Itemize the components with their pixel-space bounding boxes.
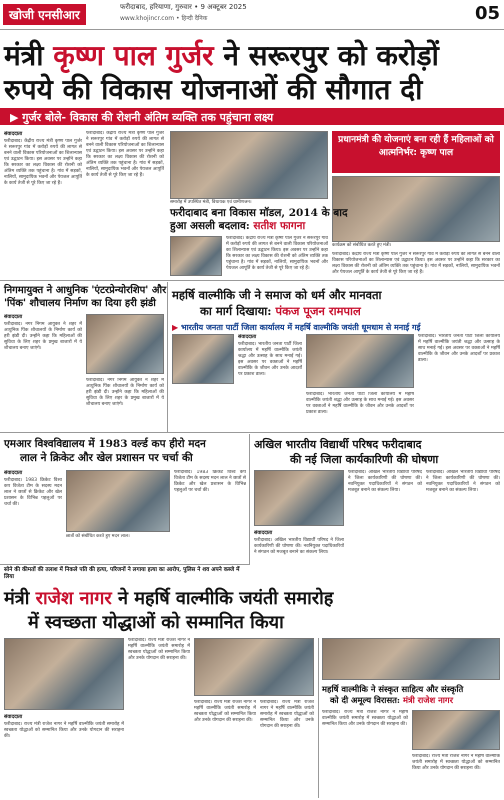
story7-photo-2: [194, 638, 314, 696]
story4-body-text: फरीदाबाद। 1983 क्रिकेट विश्व कप विजेता टीम के सदस्य मदन लाल ने छात्रों से क्रिकेट और खेल प्रशासन के विभिन्न पहलुओं पर चर्चा की।: [4, 478, 62, 507]
story5-body-text: फरीदाबाद। अखिल भारतीय विद्यार्थी परिषद ने जिला कार्यकारिणी की घोषणा की। नवनियुक्त पदाधिकारियों ने संगठन को मजबूत बनाने का संकल्प लिया।: [254, 538, 344, 555]
lead-side-red-box: प्रधानमंत्री की योजनाएं बना रही हैं महिलाओं को आत्मनिर्भर: कृष्ण पाल: [332, 131, 500, 173]
story7-body-col2: [128, 638, 190, 796]
lead-body-col3: [226, 236, 328, 276]
story3-body-col2: [306, 392, 414, 430]
lead-photo-stage: [170, 131, 328, 199]
story5-body-text-3: फरीदाबाद। अखिल भारतीय विद्यार्थी परिषद ने जिला कार्यकारिणी की घोषणा की। नवनियुक्त पदाधिकारियों ने संगठन को मजबूत बनाने का संकल्प लिया।: [426, 470, 500, 493]
story2-body-col1: [4, 314, 82, 430]
story7-headline-name: राजेश नागर: [35, 588, 112, 609]
lead-subhead-name: सतीश फागना: [253, 220, 306, 232]
lead-photo-women: [332, 176, 500, 242]
story7-side-head-a: महर्षि वाल्मीकि ने संस्कृत साहित्य और संस्कृति: [322, 684, 464, 694]
lead-headline-b: ने सरूरपुर को करोड़ों: [223, 39, 439, 72]
story2-body-text-2: फरीदाबाद। नगर निगम आयुक्त ने शहर में आधुनिक पिंक शौचालयों के निर्माण कार्य को हरी झंडी दी। उन्होंने कहा कि महिलाओं की सुविधा के लिए शहर के प्रमुख बाजारों में ये शौचालय बनाए जाएंगे।: [86, 378, 164, 407]
story2-headline-b: 'पिंक' शौचालय निर्माण का दिया हरी झंडी: [4, 298, 156, 309]
story5-headline-a: अखिल भारतीय विद्यार्थी परिषद फरीदाबाद: [254, 438, 422, 451]
story3-body-col3: [418, 334, 500, 430]
lead-body-text-2: फरीदाबाद। केंद्रीय राज्य मंत्री कृष्ण पाल गुर्जर ने सरूरपुर गांव में करोड़ों रुपये की लागत से बनने वाली विकास परियोजनाओं का शिलान्यास एवं उद्घाटन किया। इस अवसर पर उन्होंने कहा कि सरकार का लक्ष्य विकास की रोशनी को अंतिम व्यक्ति तक पहुंचाना है। गांव में सड़कों, नालियों, सामुदायिक भवनों और पेयजल आपूर्ति के कार्य तेजी से पूरे किए जा रहे हैं।: [86, 131, 164, 178]
masthead: खोजी एनसीआर: [3, 4, 86, 25]
story4-headline-a: एमआर विश्वविद्यालय में 1983 वर्ल्ड कप हीरो मदन: [4, 438, 206, 450]
story3-bullet-text: भारतीय जनता पार्टी जिला कार्यालय में महर्षि वाल्मीकि जयंती धूमधाम से मनाई गई: [180, 323, 421, 332]
lead-body-col1: [4, 131, 82, 253]
story5-photo: [254, 470, 344, 526]
lead-subhead-b-text: हुआ असली बदलाव:: [170, 220, 250, 232]
story3-headline-b-text: का मार्ग दिखाया:: [200, 304, 272, 318]
divider: [0, 280, 504, 281]
story5-body-col2: [348, 470, 422, 562]
lead-red-strap: ▶ गुर्जर बोले- विकास की रोशनी अंतिम व्यक्ति तक पहुंचाना लक्ष्य: [0, 108, 504, 125]
lead-headline-a: मंत्री: [4, 39, 44, 72]
page-number: 05: [474, 3, 500, 24]
lead-headline-line2: रुपये की विकास योजनाओं की सौगात दी: [4, 73, 423, 106]
story3-headline-name: पंकज पूजन रामपाल: [275, 304, 361, 318]
page-header: [0, 0, 504, 30]
story2-byline: संवाददाता: [4, 314, 23, 320]
lead-photo-portrait: [170, 236, 222, 276]
story4-body-text-2: फरीदाबाद। 1983 क्रिकेट विश्व कप विजेता टीम के सदस्य मदन लाल ने छात्रों से क्रिकेट और खेल प्रशासन के विभिन्न पहलुओं पर चर्चा की।: [174, 470, 246, 493]
story7-headline-b: ने महर्षि वाल्मीकि जयंती समारोह: [117, 588, 334, 609]
story5-byline: संवाददाता: [254, 530, 273, 536]
story4-caption: छात्रों को संबोधित करते हुए मदन लाल।: [66, 534, 130, 539]
lead-headline-line1: [4, 40, 500, 72]
story5-body-col1: [254, 530, 344, 562]
story7-side-col1: [322, 710, 408, 796]
lead-body-text-4: फरीदाबाद। केंद्रीय राज्य मंत्री कृष्ण पाल गुर्जर ने सरूरपुर गांव में करोड़ों रुपये की लागत से बनने वाली विकास परियोजनाओं का शिलान्यास एवं उद्घाटन किया। इस अवसर पर उन्होंने कहा कि सरकार का लक्ष्य विकास की रोशनी को अंतिम व्यक्ति तक पहुंचाना है। गांव में सड़कों, नालियों, सामुदायिक भवनों और पेयजल आपूर्ति के कार्य तेजी से पूरे किए जा रहे हैं।: [332, 252, 500, 275]
story3-photo-portrait: [172, 334, 234, 384]
lead-headline-name: कृष्ण पाल गुर्जर: [53, 39, 214, 72]
story7-side-head-b-text: को दी अमूल्य विरासत:: [330, 695, 401, 705]
story5-headline-b: की नई जिला कार्यकारिणी की घोषणा: [290, 453, 439, 466]
subline: www.khojincr.com • हिन्दी दैनिक: [120, 15, 208, 22]
divider: [318, 638, 319, 798]
lead-caption-1: समारोह में उपस्थित मंत्री, विधायक एवं ग्रामीणजन।: [170, 200, 252, 205]
divider: [167, 282, 168, 432]
lead-caption-2: कार्यक्रम को संबोधित करते हुए मंत्री।: [332, 243, 392, 248]
story7-side-text: फरीदाबाद। राज्य मंत्री राजेश नागर ने महर्षि वाल्मीकि जयंती समारोह में स्वच्छता योद्धाओं को सम्मानित किया और उनके योगदान की सराहना की।: [322, 710, 408, 727]
story3-headline-b: [200, 304, 361, 319]
divider: [249, 434, 250, 564]
story2-photo: [86, 314, 164, 374]
story7-body-text-3: फरीदाबाद। राज्य मंत्री राजेश नागर ने महर्षि वाल्मीकि जयंती समारोह में स्वच्छता योद्धाओं को सम्मानित किया और उनके योगदान की सराहना की।: [194, 700, 256, 723]
story7-side-text-2: फरीदाबाद। राज्य मंत्री राजेश नागर ने महर्षि वाल्मीकि जयंती समारोह में स्वच्छता योद्धाओं को सम्मानित किया और उनके योगदान की सराहना की।: [412, 754, 500, 771]
story7-body-text-2: फरीदाबाद। राज्य मंत्री राजेश नागर ने महर्षि वाल्मीकि जयंती समारोह में स्वच्छता योद्धाओं को सम्मानित किया और उनके योगदान की सराहना की।: [128, 638, 190, 661]
story7-body-col3: [194, 700, 256, 796]
triangle-icon: ▶: [172, 323, 179, 332]
story7-body-text-4: फरीदाबाद। राज्य मंत्री राजेश नागर ने महर्षि वाल्मीकि जयंती समारोह में स्वच्छता योद्धाओं को सम्मानित किया और उनके योगदान की सराहना की।: [260, 700, 314, 729]
lead-subhead-b: [170, 220, 305, 233]
divider: [0, 564, 250, 565]
lead-body-col4: [332, 252, 500, 278]
story7-byline: संवाददाता: [4, 714, 23, 720]
story7-body-col4: [260, 700, 314, 796]
story7-headline-line2: में स्वच्छता योद्धाओं को सम्मानित किया: [28, 612, 284, 633]
story7-photo-1: [4, 638, 124, 710]
story7-headline-line1: [4, 588, 333, 610]
story7-body-col1: [4, 714, 124, 796]
story2-headline-a: निगमायुक्त ने आधुनिक 'एंटरप्रेन्योरशिप' और: [4, 285, 167, 296]
story6-headline: सोने की कीमतों की तलाश में निकले पति की हत्या, परिजनों ने लगाया हत्या का आरोप, पुलिस ने शव अपने कब्जे में लिया: [4, 567, 240, 580]
story7-headline-a: मंत्री: [4, 588, 30, 609]
story3-body-col1: [238, 334, 302, 430]
lead-body-text-3: फरीदाबाद। केंद्रीय राज्य मंत्री कृष्ण पाल गुर्जर ने सरूरपुर गांव में करोड़ों रुपये की लागत से बनने वाली विकास परियोजनाओं का शिलान्यास एवं उद्घाटन किया। इस अवसर पर उन्होंने कहा कि सरकार का लक्ष्य विकास की रोशनी को अंतिम व्यक्ति तक पहुंचाना है। गांव में सड़कों, नालियों, सामुदायिक भवनों और पेयजल आपूर्ति के कार्य तेजी से पूरे किए जा रहे हैं।: [226, 236, 328, 271]
story7-side-head-name: मंत्री राजेश नागर: [402, 695, 454, 705]
story4-photo: [66, 470, 170, 532]
story5-body-col3: [426, 470, 500, 562]
story3-bullet: [172, 322, 420, 333]
story3-body-text-2: फरीदाबाद। भारतीय जनता पार्टी जिला कार्यालय में महर्षि वाल्मीकि जयंती श्रद्धा और उत्साह के साथ मनाई गई। इस अवसर पर वक्ताओं ने महर्षि वाल्मीकि के जीवन और उनके आदर्शों पर प्रकाश डाला।: [306, 392, 414, 415]
story2-body-col2: [86, 378, 164, 430]
story4-byline: संवाददाता: [4, 470, 23, 476]
lead-byline: संवाददाता: [4, 131, 23, 137]
lead-body-col2: [86, 131, 164, 253]
story7-photo-4: [412, 710, 500, 750]
story5-body-text-2: फरीदाबाद। अखिल भारतीय विद्यार्थी परिषद ने जिला कार्यकारिणी की घोषणा की। नवनियुक्त पदाधिकारियों ने संगठन को मजबूत बनाने का संकल्प लिया।: [348, 470, 422, 493]
lead-body-text: फरीदाबाद। केंद्रीय राज्य मंत्री कृष्ण पाल गुर्जर ने सरूरपुर गांव में करोड़ों रुपये की लागत से बनने वाली विकास परियोजनाओं का शिलान्यास एवं उद्घाटन किया। इस अवसर पर उन्होंने कहा कि सरकार का लक्ष्य विकास की रोशनी को अंतिम व्यक्ति तक पहुंचाना है। गांव में सड़कों, नालियों, सामुदायिक भवनों और पेयजल आपूर्ति के कार्य तेजी से पूरे किए जा रहे हैं।: [4, 139, 82, 186]
story4-body-col2: [174, 470, 246, 562]
dateline: फरीदाबाद, हरियाणा, गुरुवार • 9 अक्टूबर 2025: [120, 3, 247, 11]
story3-byline: संवाददाता: [238, 334, 257, 340]
story4-body-col1: [4, 470, 62, 562]
story3-headline-a: महर्षि वाल्मीकि जी ने समाज को धर्म और मानवता: [172, 288, 382, 302]
story4-headline-b: लाल ने क्रिकेट और खेल प्रशासन पर चर्चा की: [20, 452, 193, 464]
story7-body-text: फरीदाबाद। राज्य मंत्री राजेश नागर ने महर्षि वाल्मीकि जयंती समारोह में स्वच्छता योद्धाओं को सम्मानित किया और उनके योगदान की सराहना की।: [4, 722, 124, 739]
story7-photo-3: [322, 638, 500, 680]
story2-body-text: फरीदाबाद। नगर निगम आयुक्त ने शहर में आधुनिक पिंक शौचालयों के निर्माण कार्य को हरी झंडी दी। उन्होंने कहा कि महिलाओं की सुविधा के लिए शहर के प्रमुख बाजारों में ये शौचालय बनाए जाएंगे।: [4, 322, 82, 351]
story3-body-text: फरीदाबाद। भारतीय जनता पार्टी जिला कार्यालय में महर्षि वाल्मीकि जयंती श्रद्धा और उत्साह के साथ मनाई गई। इस अवसर पर वक्ताओं ने महर्षि वाल्मीकि के जीवन और उनके आदर्शों पर प्रकाश डाला।: [238, 342, 302, 377]
lead-subhead-a: फरीदाबाद बना विकास मॉडल, 2014 के बाद: [170, 207, 348, 219]
story3-body-text-3: फरीदाबाद। भारतीय जनता पार्टी जिला कार्यालय में महर्षि वाल्मीकि जयंती श्रद्धा और उत्साह के साथ मनाई गई। इस अवसर पर वक्ताओं ने महर्षि वाल्मीकि के जीवन और उनके आदर्शों पर प्रकाश डाला।: [418, 334, 500, 363]
story3-photo-group: [306, 334, 414, 388]
story7-side-head-b: [330, 695, 453, 706]
divider: [0, 432, 504, 433]
story7-side-col2: [412, 754, 500, 796]
